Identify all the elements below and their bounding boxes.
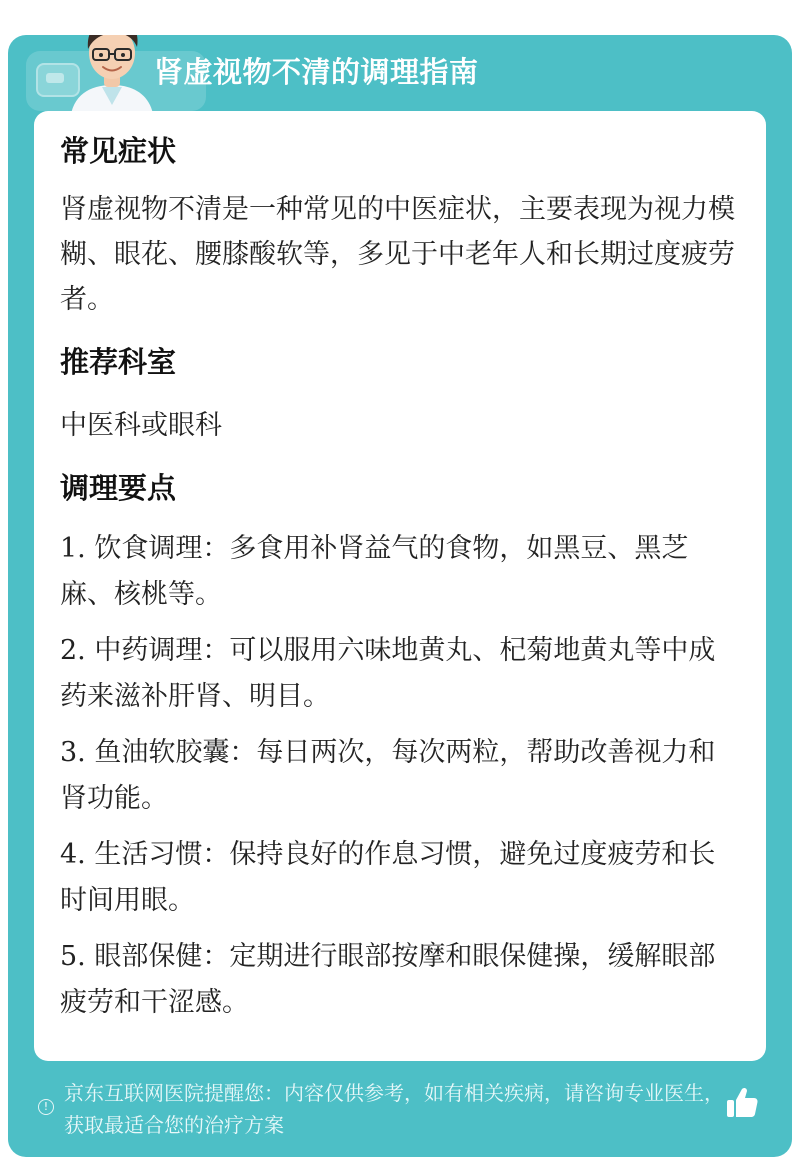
department-text: 中医科或眼科 [60,410,222,441]
info-icon: ! [38,1099,54,1115]
content-panel [34,111,766,1061]
tip-number: 1. [60,533,86,564]
section-title-symptoms: 常见症状 [60,134,177,168]
tip-text: 饮食调理：多食用补肾益气的食物，如黑豆、黑芝麻、核桃等。 [60,533,689,610]
guide-card [8,35,792,1157]
tip-number: 5. [60,941,86,972]
thumbs-up-icon[interactable] [724,1085,760,1121]
tip-number: 2. [60,635,86,666]
disclaimer-footer [36,1075,764,1145]
tip-item [60,730,740,822]
disclaimer-text: 京东互联网医院提醒您：内容仅供参考，如有相关疾病，请咨询专业医生，获取最适合您的治疗方案 [64,1081,724,1137]
tip-text: 眼部保健：定期进行眼部按摩和眼保健操，缓解眼部疲劳和干涩感。 [60,941,716,1018]
section-title-department: 推荐科室 [60,345,177,379]
section-title-tips: 调理要点 [60,471,177,505]
tip-item [60,526,740,618]
tip-number: 3. [60,737,86,768]
tip-text: 中药调理：可以服用六味地黄丸、杞菊地黄丸等中成药来滋补肝肾、明目。 [60,635,716,712]
tip-item [60,934,740,1026]
page-title: 肾虚视物不清的调理指南 [154,55,479,89]
tip-text: 生活习惯：保持良好的作息习惯，避免过度疲劳和长时间用眼。 [60,839,716,916]
symptoms-text: 肾虚视物不清是一种常见的中医症状，主要表现为视力模糊、眼花、腰膝酸软等，多见于中老年人和长期过度疲劳者。 [60,194,735,315]
tip-item [60,832,740,924]
doctor-avatar [56,35,168,121]
tip-text: 鱼油软胶囊：每日两次，每次两粒，帮助改善视力和肾功能。 [60,737,716,814]
tip-number: 4. [60,839,86,870]
tip-item [60,628,740,720]
